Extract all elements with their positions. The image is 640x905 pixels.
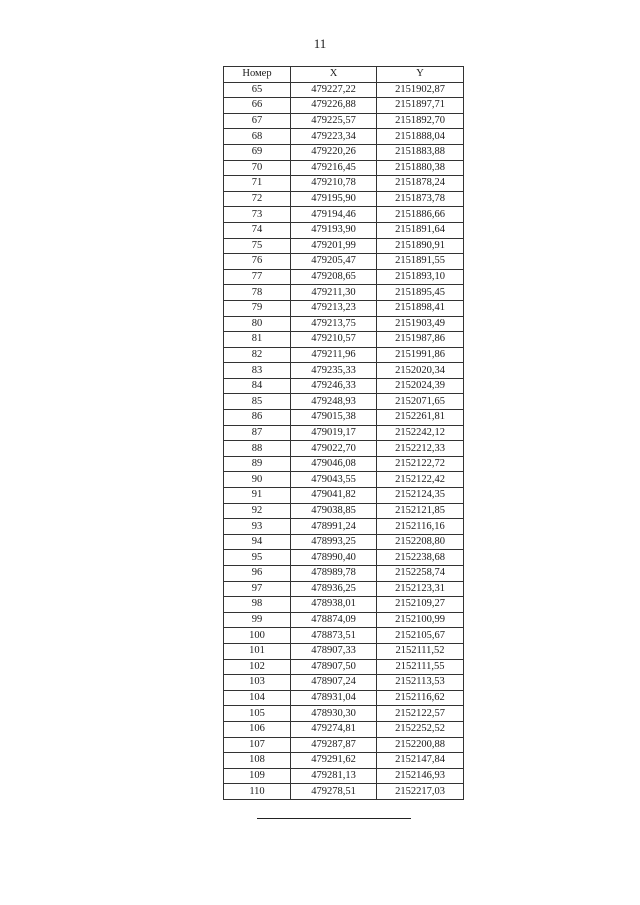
header-x: X [291,67,377,83]
cell-y: 2152217,03 [377,784,464,800]
table-row [224,472,464,488]
cell-number: 98 [224,597,291,613]
cell-number: 71 [224,176,291,192]
coordinates-table [223,66,464,800]
cell-x: 479210,78 [291,176,377,192]
cell-y: 2152258,74 [377,566,464,582]
cell-x: 478993,25 [291,534,377,550]
table-row [224,285,464,301]
cell-number: 77 [224,269,291,285]
cell-number: 109 [224,768,291,784]
table-row [224,737,464,753]
table-row [224,82,464,98]
cell-number: 99 [224,612,291,628]
table-row [224,394,464,410]
table-row [224,534,464,550]
cell-x: 479216,45 [291,160,377,176]
cell-number: 88 [224,441,291,457]
page-number: 11 [313,36,327,51]
cell-x: 479208,65 [291,269,377,285]
cell-y: 2152200,88 [377,737,464,753]
cell-y: 2152121,85 [377,503,464,519]
cell-x: 478907,33 [291,643,377,659]
cell-x: 479041,82 [291,488,377,504]
cell-y: 2152261,81 [377,410,464,426]
cell-x: 479281,13 [291,768,377,784]
cell-number: 90 [224,472,291,488]
cell-y: 2152122,72 [377,456,464,472]
table-row [224,425,464,441]
cell-number: 101 [224,643,291,659]
table-row [224,597,464,613]
table-row [224,222,464,238]
cell-y: 2151902,87 [377,82,464,98]
cell-x: 478907,50 [291,659,377,675]
cell-x: 479015,38 [291,410,377,426]
header-number: Номер [224,67,291,83]
header-row [224,67,464,83]
cell-number: 68 [224,129,291,145]
cell-x: 479195,90 [291,191,377,207]
table-row [224,721,464,737]
table-row [224,441,464,457]
table-row [224,612,464,628]
cell-x: 478936,25 [291,581,377,597]
cell-number: 86 [224,410,291,426]
cell-x: 478938,01 [291,597,377,613]
cell-x: 479038,85 [291,503,377,519]
table-row [224,144,464,160]
header-y: Y [377,67,464,83]
cell-y: 2151878,24 [377,176,464,192]
cell-number: 103 [224,675,291,691]
cell-x: 479248,93 [291,394,377,410]
cell-y: 2152020,34 [377,363,464,379]
table-row [224,316,464,332]
cell-number: 69 [224,144,291,160]
cell-number: 95 [224,550,291,566]
cell-number: 81 [224,332,291,348]
cell-x: 479046,08 [291,456,377,472]
cell-y: 2151891,55 [377,254,464,270]
cell-number: 105 [224,706,291,722]
table-row [224,753,464,769]
cell-x: 479022,70 [291,441,377,457]
cell-number: 84 [224,378,291,394]
cell-x: 479201,99 [291,238,377,254]
table-row [224,488,464,504]
cell-x: 479043,55 [291,472,377,488]
cell-number: 107 [224,737,291,753]
table-row [224,690,464,706]
cell-x: 479235,33 [291,363,377,379]
cell-y: 2152100,99 [377,612,464,628]
cell-x: 479287,87 [291,737,377,753]
cell-x: 479226,88 [291,98,377,114]
cell-x: 479193,90 [291,222,377,238]
cell-y: 2152071,65 [377,394,464,410]
cell-x: 479225,57 [291,113,377,129]
cell-y: 2152116,16 [377,519,464,535]
table-row [224,254,464,270]
table-row [224,784,464,800]
cell-x: 479205,47 [291,254,377,270]
cell-number: 76 [224,254,291,270]
cell-y: 2152123,31 [377,581,464,597]
cell-y: 2151898,41 [377,300,464,316]
table-row [224,566,464,582]
cell-number: 72 [224,191,291,207]
cell-y: 2152146,93 [377,768,464,784]
cell-y: 2152105,67 [377,628,464,644]
cell-number: 96 [224,566,291,582]
table-row [224,300,464,316]
cell-x: 479278,51 [291,784,377,800]
cell-x: 478931,04 [291,690,377,706]
cell-y: 2151888,04 [377,129,464,145]
cell-y: 2152124,35 [377,488,464,504]
cell-x: 479019,17 [291,425,377,441]
cell-x: 479211,96 [291,347,377,363]
table-row [224,581,464,597]
cell-y: 2151893,10 [377,269,464,285]
table-row [224,98,464,114]
cell-x: 478873,51 [291,628,377,644]
cell-y: 2152122,57 [377,706,464,722]
cell-y: 2152113,53 [377,675,464,691]
cell-y: 2152116,62 [377,690,464,706]
cell-y: 2152252,52 [377,721,464,737]
cell-x: 478907,24 [291,675,377,691]
cell-number: 94 [224,534,291,550]
table-row [224,456,464,472]
table-body [224,82,464,799]
cell-x: 478874,09 [291,612,377,628]
cell-y: 2151895,45 [377,285,464,301]
cell-y: 2151892,70 [377,113,464,129]
cell-x: 479227,22 [291,82,377,98]
cell-x: 479213,23 [291,300,377,316]
cell-y: 2151903,49 [377,316,464,332]
table-header [224,67,464,83]
table-row [224,628,464,644]
cell-x: 478990,40 [291,550,377,566]
cell-y: 2151880,38 [377,160,464,176]
cell-y: 2151897,71 [377,98,464,114]
table-row [224,363,464,379]
cell-y: 2151890,91 [377,238,464,254]
cell-x: 479220,26 [291,144,377,160]
cell-y: 2152111,55 [377,659,464,675]
table-row [224,347,464,363]
cell-number: 97 [224,581,291,597]
cell-x: 479246,33 [291,378,377,394]
cell-x: 479211,30 [291,285,377,301]
cell-y: 2151886,66 [377,207,464,223]
table-row [224,191,464,207]
cell-number: 91 [224,488,291,504]
cell-number: 74 [224,222,291,238]
cell-number: 80 [224,316,291,332]
cell-number: 92 [224,503,291,519]
cell-y: 2152212,33 [377,441,464,457]
cell-number: 73 [224,207,291,223]
cell-y: 2152109,27 [377,597,464,613]
cell-number: 85 [224,394,291,410]
cell-number: 102 [224,659,291,675]
table-row [224,706,464,722]
table-row [224,643,464,659]
cell-number: 67 [224,113,291,129]
table-row [224,207,464,223]
cell-y: 2151873,78 [377,191,464,207]
cell-number: 108 [224,753,291,769]
cell-y: 2152208,80 [377,534,464,550]
cell-y: 2151891,64 [377,222,464,238]
table-row [224,550,464,566]
cell-number: 75 [224,238,291,254]
table-row [224,768,464,784]
cell-x: 479223,34 [291,129,377,145]
cell-x: 479291,62 [291,753,377,769]
cell-number: 65 [224,82,291,98]
cell-y: 2152242,12 [377,425,464,441]
table-row [224,129,464,145]
table-row [224,378,464,394]
cell-x: 479213,75 [291,316,377,332]
cell-x: 478991,24 [291,519,377,535]
table-row [224,659,464,675]
cell-number: 100 [224,628,291,644]
cell-x: 478989,78 [291,566,377,582]
cell-y: 2151991,86 [377,347,464,363]
cell-y: 2152024,39 [377,378,464,394]
cell-number: 110 [224,784,291,800]
cell-number: 79 [224,300,291,316]
table-row [224,675,464,691]
table-row [224,176,464,192]
cell-y: 2152111,52 [377,643,464,659]
table-row [224,332,464,348]
cell-number: 66 [224,98,291,114]
cell-y: 2151987,86 [377,332,464,348]
cell-x: 479194,46 [291,207,377,223]
cell-x: 478930,30 [291,706,377,722]
cell-number: 89 [224,456,291,472]
table-row [224,519,464,535]
cell-y: 2152122,42 [377,472,464,488]
footer-rule [257,818,411,819]
table-row [224,269,464,285]
table-row [224,160,464,176]
cell-number: 104 [224,690,291,706]
cell-x: 479274,81 [291,721,377,737]
cell-number: 83 [224,363,291,379]
cell-number: 70 [224,160,291,176]
table-row [224,410,464,426]
table-row [224,503,464,519]
table-row [224,113,464,129]
cell-number: 93 [224,519,291,535]
cell-y: 2152147,84 [377,753,464,769]
cell-number: 82 [224,347,291,363]
cell-y: 2151883,88 [377,144,464,160]
table-row [224,238,464,254]
cell-y: 2152238,68 [377,550,464,566]
cell-number: 78 [224,285,291,301]
cell-number: 106 [224,721,291,737]
cell-number: 87 [224,425,291,441]
cell-x: 479210,57 [291,332,377,348]
